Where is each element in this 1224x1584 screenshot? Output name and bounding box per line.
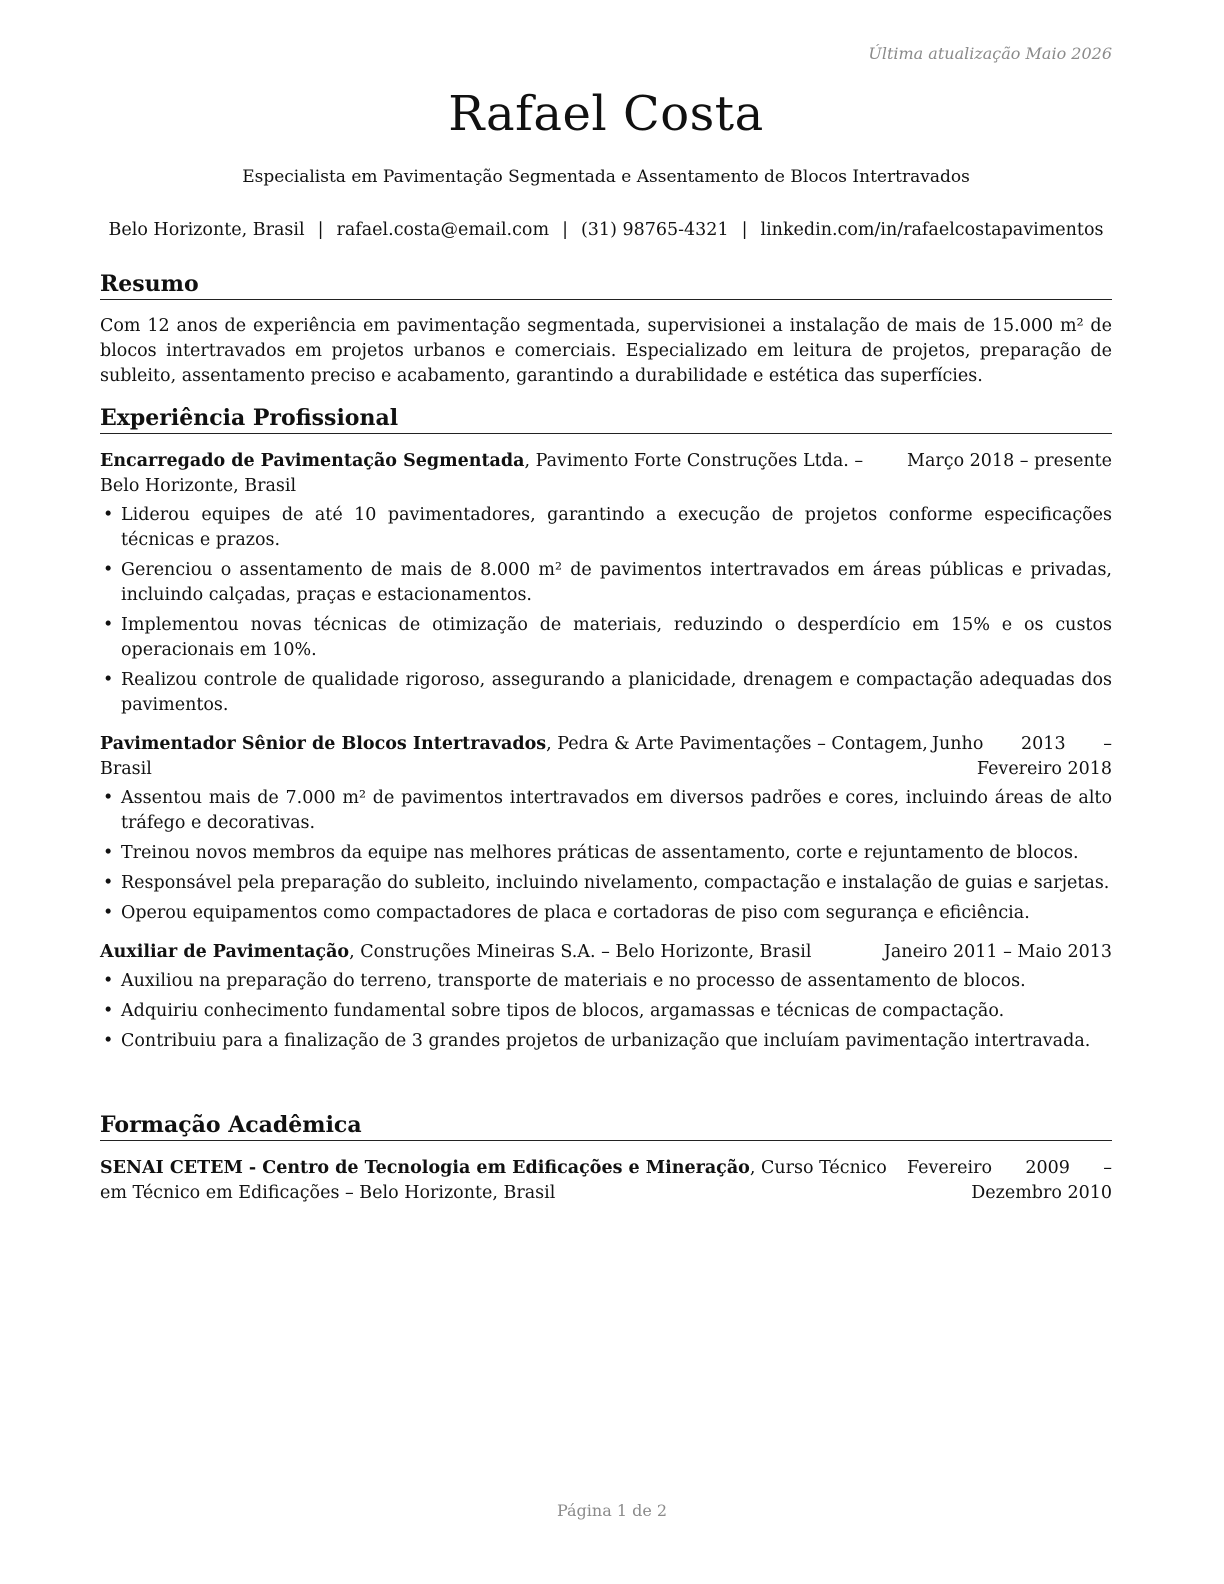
job-bullets [100,969,1112,1054]
job-header [100,940,1112,965]
list-item [100,841,1112,866]
list-item [100,613,1112,663]
job-company: , Construções Mineiras S.A. – Belo Horizonte, Brasil [349,942,812,962]
job-role: Encarregado de Pavimentação Segmentada [100,451,525,471]
job-role: Pavimentador Sênior de Blocos Intertravados [100,734,547,754]
education-header [100,1156,1112,1206]
bullet-text: Operou equipamentos como compactadores de placa e cortadoras de piso com segurança e eficiência. [121,903,1030,923]
job-bullets [100,503,1112,718]
job-entry [100,940,1112,1054]
headline: Especialista em Pavimentação Segmentada e Assentamento de Blocos Intertravados [242,167,970,187]
contact-linkedin[interactable]: linkedin.com/in/rafaelcostapavimentos [760,220,1104,240]
job-header [100,732,1112,782]
list-item [100,901,1112,926]
job-dates: Março 2018 – presente [907,451,1112,471]
bullet-icon: • [103,1031,114,1051]
bullet-icon: • [103,505,114,525]
list-item [100,503,1112,553]
bullet-text: Contribuiu para a finalização de 3 grandes projetos de urbanização que incluíam pavimentação intertravada. [121,1031,1091,1051]
education-institution: SENAI CETEM - Centro de Tecnologia em Edificações e Mineração [100,1158,750,1178]
education-section [100,1111,1112,1206]
bullet-icon: • [103,788,114,808]
job-dates: Junho 2013 – Fevereiro 2018 [932,734,1112,779]
bullet-icon: • [103,615,114,635]
bullet-text: Responsável pela preparação do subleito, incluindo nivelamento, compactação e instalação de guias e sarjetas. [121,873,1110,893]
education-entry [100,1156,1112,1206]
resume-page [100,0,1112,1584]
bullet-icon: • [103,903,114,923]
page-number: Página 1 de 2 [556,1501,668,1520]
job-company: , Pavimento Forte Construções Ltda. – Belo Horizonte, Brasil [100,451,864,496]
contact-separator: | [317,220,324,240]
experience-section [100,404,1112,1059]
bullet-icon: • [103,873,114,893]
job-dates: Janeiro 2011 – Maio 2013 [883,942,1112,962]
contact-line [100,220,1112,240]
job-title-line [100,449,867,499]
bullet-icon: • [103,843,114,863]
bullet-text: Realizou controle de qualidade rigoroso, assegurando a planicidade, drenagem e compactação adequadas dos pavimentos. [121,670,1112,715]
list-item [100,969,1112,994]
bullet-text: Assentou mais de 7.000 m² de pavimentos intertravados em diversos padrões e cores, incluindo áreas de alto tráfego e decorativas. [121,788,1112,833]
bullet-text: Implementou novas técnicas de otimização de materiais, reduzindo o desperdício em 15% e os custos operacionais em 10%. [121,615,1112,660]
summary-section [100,270,1112,389]
job-entry [100,449,1112,718]
list-item [100,786,1112,836]
section-title-experience: Experiência Profissional [100,404,1112,434]
bullet-icon: • [103,971,114,991]
education-dates: Fevereiro 2009 – Dezembro 2010 [907,1158,1112,1203]
section-title-summary: Resumo [100,270,1112,300]
job-entry [100,732,1112,926]
contact-phone: (31) 98765-4321 [580,220,729,240]
job-header [100,449,1112,499]
job-company: , Pedra & Arte Pavimentações – Contagem, Brasil [100,734,928,779]
bullet-text: Adquiriu conhecimento fundamental sobre tipos de blocos, argamassas e técnicas de compactação. [121,1001,1005,1021]
education-title-line [100,1156,907,1206]
contact-email[interactable]: rafael.costa@email.com [336,220,550,240]
section-title-education: Formação Acadêmica [100,1111,1112,1141]
bullet-icon: • [103,670,114,690]
last-updated: Última atualização Maio 2026 [868,44,1112,63]
job-role: Auxiliar de Pavimentação [100,942,350,962]
summary-text: Com 12 anos de experiência em pavimentação segmentada, supervisionei a instalação de mais de 15.000 m² de blocos intertravados em projetos urbanos e comerciais. Especializado em leitura de projetos, preparação de subleito, assentamento preciso e acabamento, garantindo a durabilidade e estética das superfícies. [100,316,1112,386]
contact-separator: | [562,220,568,240]
candidate-name: Rafael Costa [448,86,764,142]
bullet-icon: • [103,560,114,580]
list-item [100,1029,1112,1054]
job-bullets [100,786,1112,926]
contact-separator: | [741,220,748,240]
job-title-line [100,940,844,965]
contact-location: Belo Horizonte, Brasil [108,220,305,240]
list-item [100,871,1112,896]
list-item [100,999,1112,1024]
education-course: , Curso Técnico em Técnico em Edificações – Belo Horizonte, Brasil [100,1158,887,1203]
bullet-icon: • [103,1001,114,1021]
bullet-text: Gerenciou o assentamento de mais de 8.000 m² de pavimentos intertravados em áreas públicas e privadas, incluindo calçadas, praças e estacionamentos. [121,560,1112,605]
list-item [100,558,1112,608]
job-title-line [100,732,932,782]
bullet-text: Auxiliou na preparação do terreno, transporte de materiais e no processo de assentamento de blocos. [121,971,1026,991]
list-item [100,668,1112,718]
bullet-text: Liderou equipes de até 10 pavimentadores, garantindo a execução de projetos conforme especificações técnicas e prazos. [121,505,1112,550]
bullet-text: Treinou novos membros da equipe nas melhores práticas de assentamento, corte e rejuntamento de blocos. [121,843,1079,863]
